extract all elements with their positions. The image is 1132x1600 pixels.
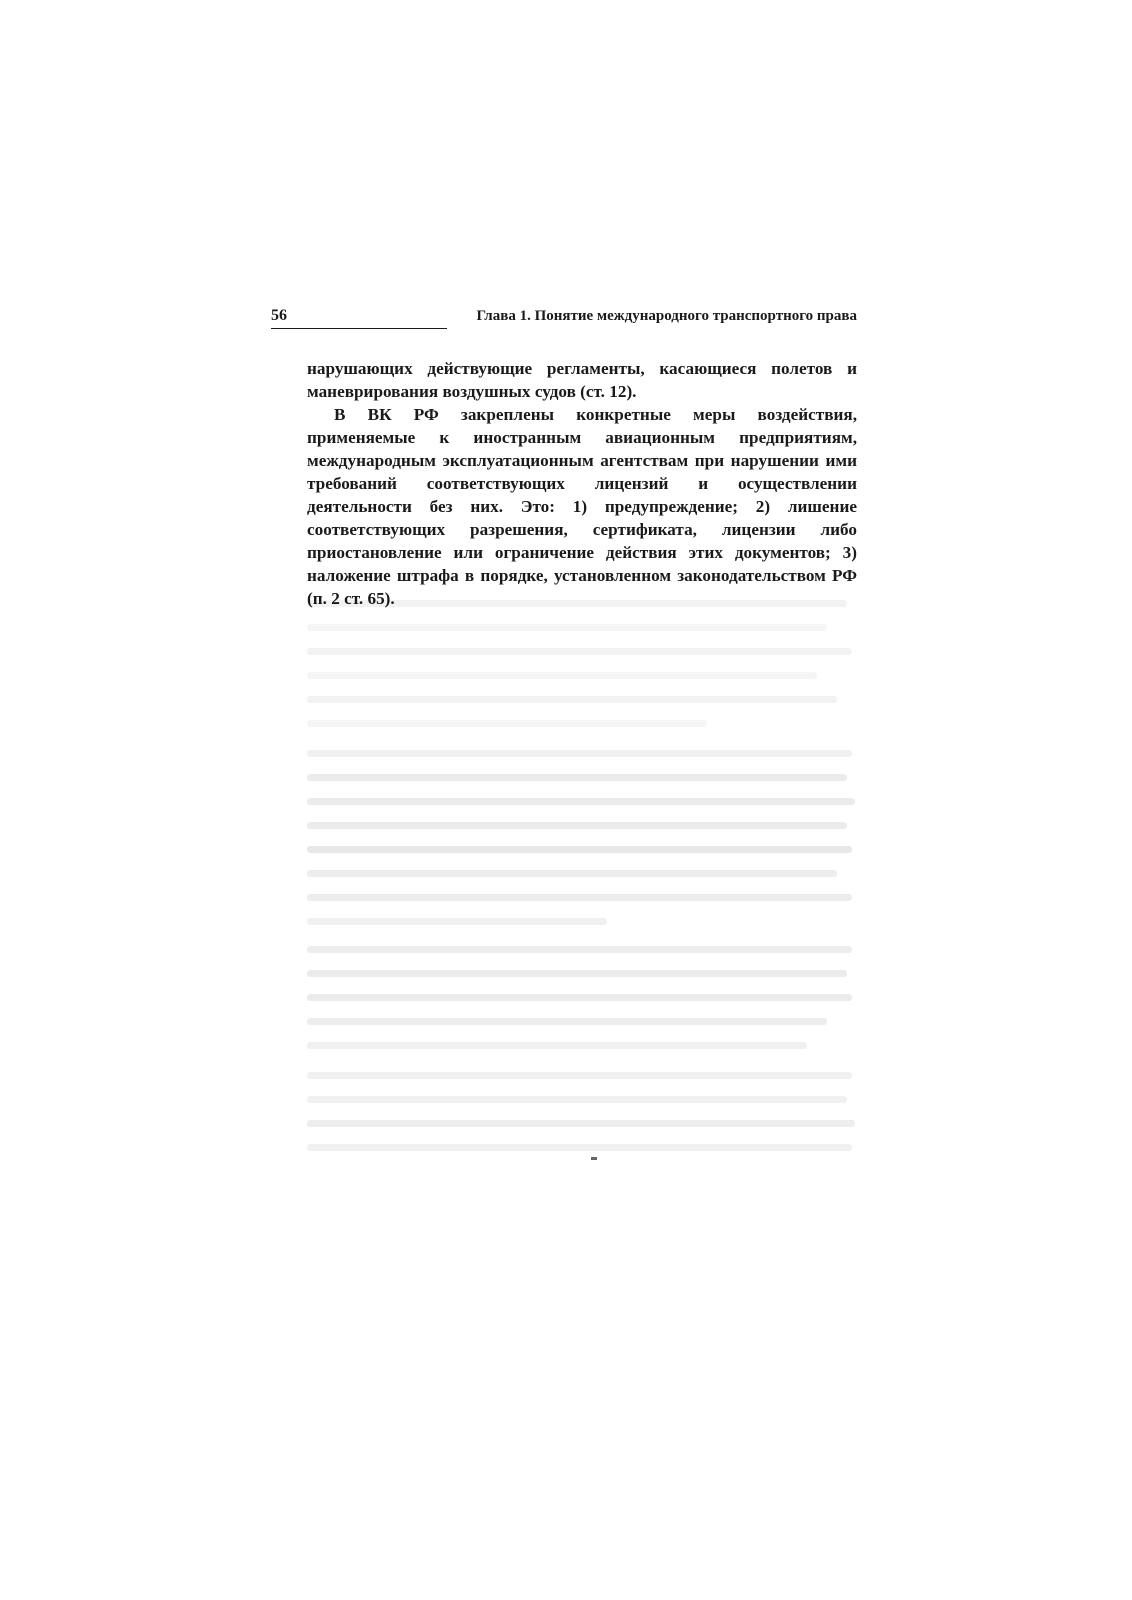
header-rule — [271, 328, 447, 329]
bleed-line — [307, 774, 847, 781]
bleed-mark — [591, 1157, 597, 1160]
bleed-line — [307, 870, 837, 877]
bleed-line — [307, 970, 847, 977]
paragraph-continued: нарушающих действующие регламенты, касающиеся полетов и маневрирования воздушных судов (ст. 12). — [307, 359, 857, 401]
bleed-through — [307, 590, 857, 1150]
bleed-line — [307, 822, 847, 829]
bleed-line — [307, 1042, 807, 1049]
bleed-line — [307, 894, 852, 901]
bleed-line — [307, 1144, 852, 1151]
paragraph: В ВК РФ закреплены конкретные меры воздействия, применяемые к иностранным авиационным предприятиям, международным эксплуатационным агентствам при нарушении ими требований соответствующих лицензий и осуществлении деятельности без них. Это: 1) предупреждение; 2) лишение соответствующих разрешения, сертификата, лицензии либо приостановление или ограничение действия этих документов; 3) наложение штрафа в порядке, установленном законодательством РФ (п. 2 ст. 65). — [307, 405, 857, 608]
bleed-line — [307, 946, 852, 953]
bleed-line — [307, 1072, 852, 1079]
page-number: 56 — [271, 307, 287, 324]
bleed-line — [307, 648, 852, 655]
bleed-line — [307, 600, 847, 607]
running-title: Глава 1. Понятие международного транспортного права — [476, 308, 857, 324]
bleed-line — [307, 1096, 847, 1103]
bleed-line — [307, 798, 855, 805]
bleed-line — [307, 672, 817, 679]
bleed-line — [307, 994, 852, 1001]
bleed-line — [307, 624, 827, 631]
bleed-line — [307, 696, 837, 703]
bleed-line — [307, 1018, 827, 1025]
bleed-line — [307, 918, 607, 925]
body-text — [307, 357, 857, 610]
bleed-line — [307, 750, 852, 757]
page-header — [271, 307, 857, 329]
bleed-line — [307, 1120, 855, 1127]
bleed-line — [307, 720, 707, 727]
bleed-line — [307, 846, 852, 853]
